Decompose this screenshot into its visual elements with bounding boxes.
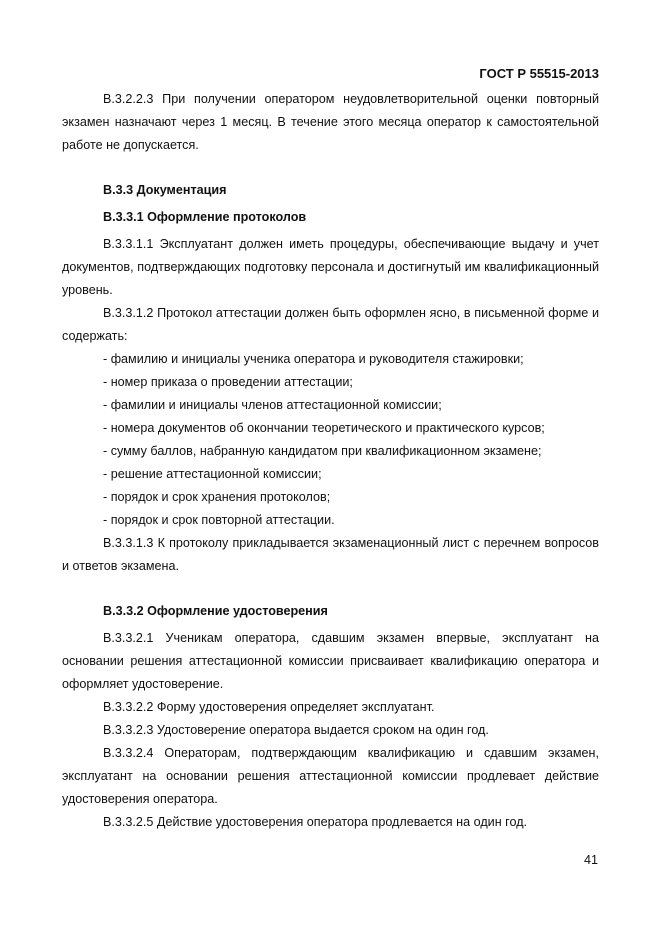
paragraph-b3324: В.3.3.2.4 Операторам, подтверждающим квалификацию и сдавшим экзамен, эксплуатант на основании решения аттестационной комиссии продлевает действие удостоверения оператора. xyxy=(62,746,599,806)
list-item: - фамилии и инициалы членов аттестационной комиссии; xyxy=(103,398,442,412)
paragraph-b3311: В.3.3.1.1 Эксплуатант должен иметь процедуры, обеспечивающие выдачу и учет документов, подтверждающих подготовку персонала и достигнутый им квалификационный уровень. xyxy=(62,237,599,297)
list-item: - номера документов об окончании теоретического и практического курсов; xyxy=(103,421,545,435)
document-body xyxy=(62,88,599,834)
list-item: - номер приказа о проведении аттестации; xyxy=(103,375,353,389)
list-item: - фамилию и инициалы ученика оператора и руководителя стажировки; xyxy=(103,352,524,366)
list-item: - решение аттестационной комиссии; xyxy=(103,467,322,481)
paragraph-b3323: В.3.3.2.3 Удостоверение оператора выдается сроком на один год. xyxy=(103,723,489,737)
paragraph-b3322: В.3.3.2.2 Форму удостоверения определяет эксплуатант. xyxy=(103,700,435,714)
paragraph-b3321: В.3.3.2.1 Ученикам оператора, сдавшим экзамен впервые, эксплуатант на основании решения аттестационной комиссии присваивает квалификацию оператора и оформляет удостоверение. xyxy=(62,631,599,691)
list-item: - сумму баллов, набранную кандидатом при квалификационном экзамене; xyxy=(103,444,542,458)
paragraph-b3312: В.3.3.1.2 Протокол аттестации должен быть оформлен ясно, в письменной форме и содержать: xyxy=(62,306,599,343)
section-heading-documentation: В.3.3 Документация xyxy=(103,183,227,197)
subsection-heading-certificate: В.3.3.2 Оформление удостоверения xyxy=(103,604,328,618)
paragraph-b3313: В.3.3.1.3 К протоколу прикладывается экзаменационный лист с перечнем вопросов и ответов экзамена. xyxy=(62,536,599,573)
protocol-contents-list xyxy=(62,348,599,532)
page-number: 41 xyxy=(583,853,598,867)
paragraph-b3325: В.3.3.2.5 Действие удостоверения оператора продлевается на один год. xyxy=(103,815,528,829)
document-header-id: ГОСТ Р 55515-2013 xyxy=(479,66,599,81)
paragraph-b3223: В.3.2.2.3 При получении оператором неудовлетворительной оценки повторный экзамен назначают через 1 месяц. В течение этого месяца оператор к самостоятельной работе не допускается. xyxy=(62,92,599,152)
list-item: - порядок и срок повторной аттестации. xyxy=(103,513,335,527)
subsection-heading-protocols: В.3.3.1 Оформление протоколов xyxy=(103,210,307,224)
list-item: - порядок и срок хранения протоколов; xyxy=(103,490,331,504)
